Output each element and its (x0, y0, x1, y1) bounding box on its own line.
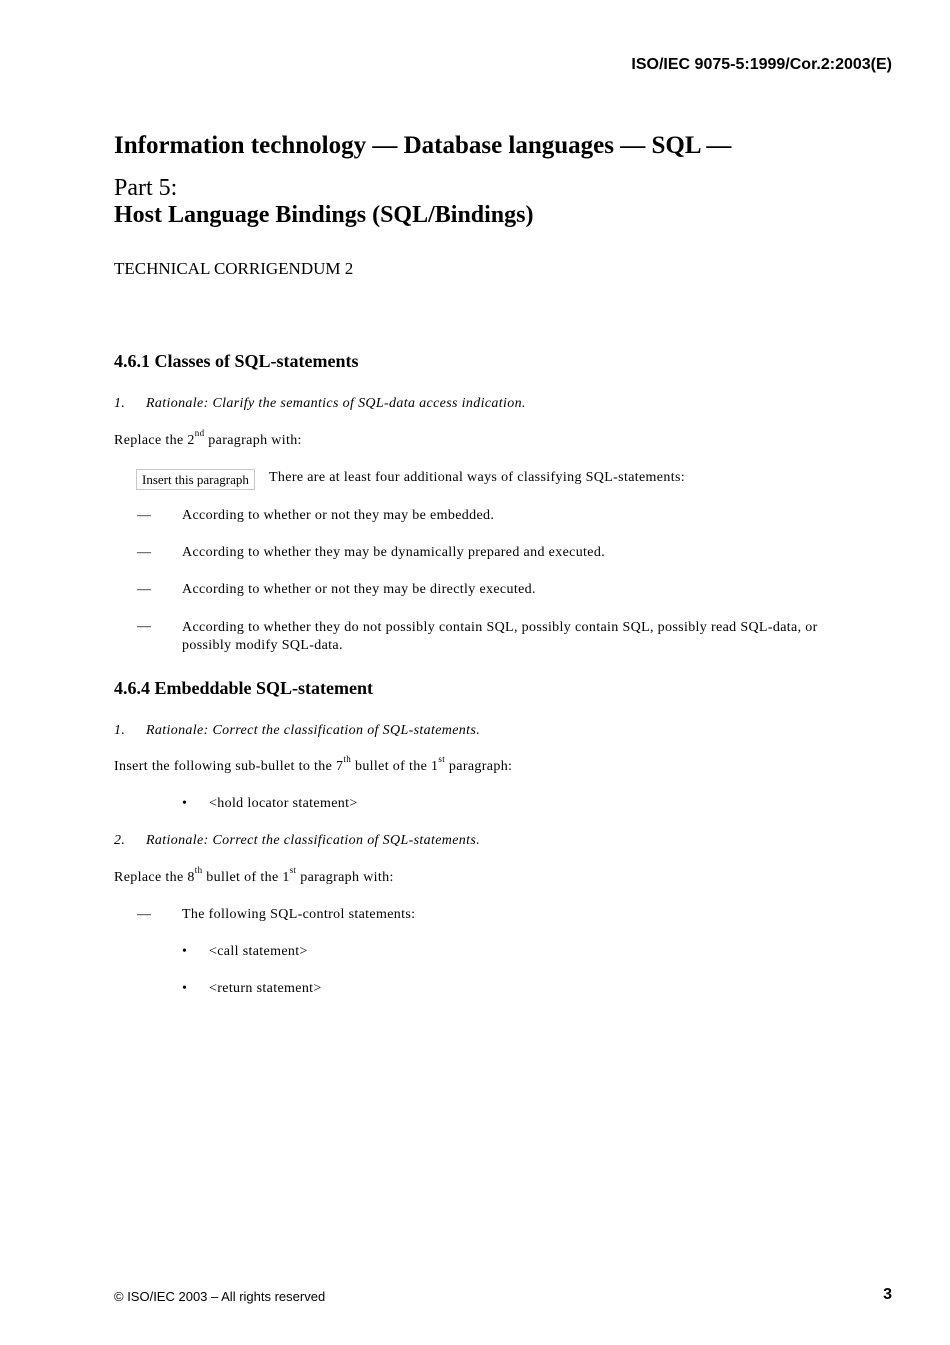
list-item: According to whether they may be dynamically prepared and executed. (182, 545, 606, 560)
sub-bullet-item: <hold locator statement> (209, 796, 358, 811)
rationale-text: Rationale: Correct the classification of SQL-statements. (146, 833, 481, 848)
document-id: ISO/IEC 9075-5:1999/Cor.2:2003(E) (631, 56, 892, 73)
bullet-marker: • (182, 944, 188, 959)
rationale-text: Rationale: Correct the classification of SQL-statements. (146, 723, 481, 738)
corrigendum-label: TECHNICAL CORRIGENDUM 2 (114, 259, 354, 278)
list-item: According to whether or not they may be directly executed. (182, 582, 536, 597)
sub-bullet-item: <call statement> (209, 944, 308, 959)
dash-marker: — (137, 619, 152, 634)
rationale-number: 1. (114, 396, 126, 411)
instruction-replace-bullet: Replace the 8th bullet of the 1st paragraph with: (114, 865, 394, 885)
bullet-marker: • (182, 796, 188, 811)
sub-bullet-item: <return statement> (209, 981, 322, 996)
section-heading-4-6-1: 4.6.1 Classes of SQL-statements (114, 351, 359, 371)
list-item: According to whether they do not possibly contain SQL, possibly contain SQL, possibly read SQL-data, or possibly modify SQL-data. (182, 620, 818, 653)
rationale-number: 1. (114, 723, 126, 738)
dash-marker: — (137, 907, 152, 922)
part-label: Part 5: (114, 175, 178, 201)
dash-marker: — (137, 508, 152, 523)
insert-paragraph-tag: Insert this paragraph (136, 469, 255, 490)
dash-marker: — (137, 545, 152, 560)
inserted-paragraph-text: There are at least four additional ways of classifying SQL-statements: (269, 470, 685, 485)
rationale-text: Rationale: Clarify the semantics of SQL-data access indication. (146, 396, 526, 411)
rationale-number: 2. (114, 833, 126, 848)
document-title: Information technology — Database languages — SQL — (114, 132, 732, 159)
section-heading-4-6-4: 4.6.4 Embeddable SQL-statement (114, 678, 374, 698)
bullet-marker: • (182, 981, 188, 996)
instruction-replace-paragraph: Replace the 2nd paragraph with: (114, 428, 302, 448)
dash-marker: — (137, 582, 152, 597)
document-subtitle: Host Language Bindings (SQL/Bindings) (114, 202, 534, 228)
list-item: The following SQL-control statements: (182, 907, 416, 922)
list-item: According to whether or not they may be embedded. (182, 508, 495, 523)
footer-copyright: © ISO/IEC 2003 – All rights reserved (114, 1289, 326, 1304)
page-number: 3 (883, 1286, 892, 1303)
instruction-insert-sub-bullet: Insert the following sub-bullet to the 7th bullet of the 1st paragraph: (114, 754, 513, 774)
